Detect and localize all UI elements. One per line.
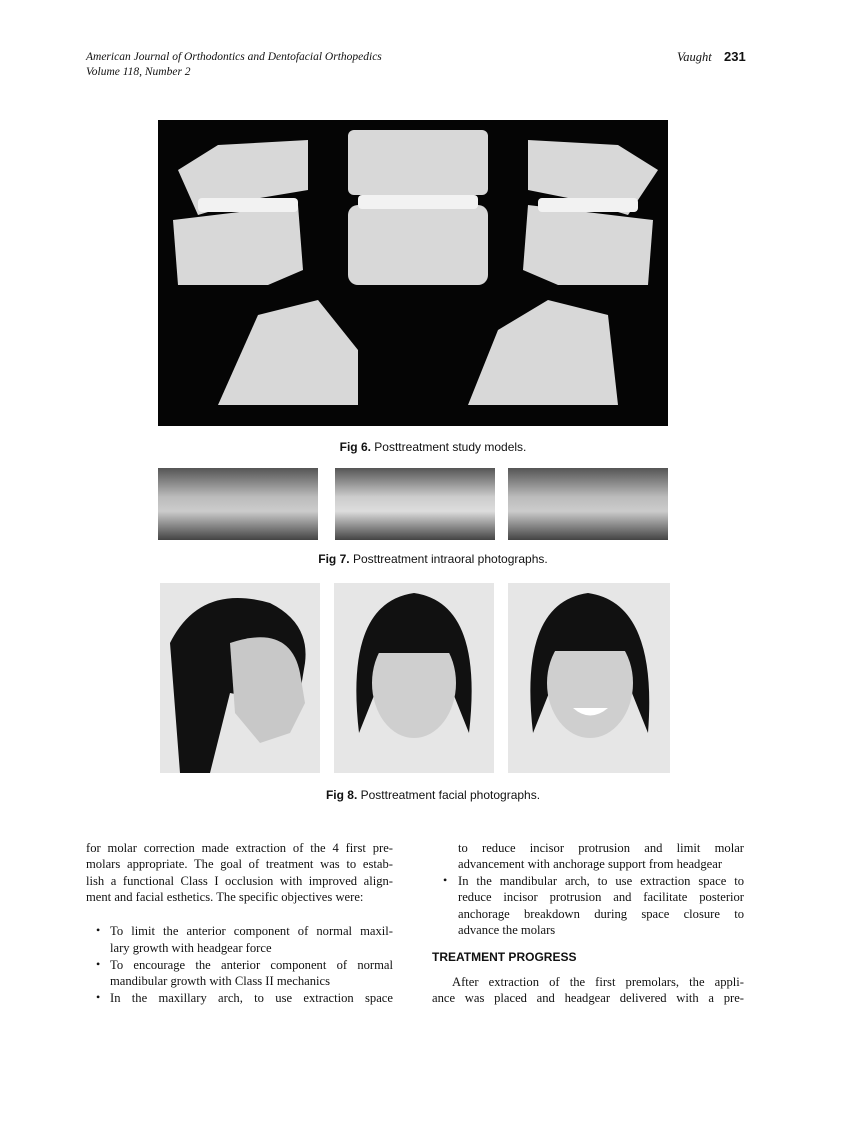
body-line: After extraction of the first premolars, the appli-	[452, 975, 744, 989]
bullet-line: to reduce incisor protrusion and limit molar	[458, 841, 744, 855]
bullet-line: advance the molars	[458, 923, 556, 937]
bullet-line: lary growth with headgear force	[110, 941, 272, 955]
study-models-photo	[158, 120, 668, 426]
bullet-icon: •	[96, 990, 101, 1004]
volume-info: Volume 118, Number 2	[86, 66, 191, 78]
running-author: Vaught	[677, 50, 712, 64]
fig8-label: Fig 8.	[325, 788, 358, 802]
bullet-line: mandibular growth with Class II mechanics	[110, 974, 330, 988]
fig7-label: Fig 7.	[318, 552, 350, 566]
fig8-caption	[0, 788, 866, 802]
bullet-line: To encourage the anterior component of normal	[110, 958, 393, 972]
facial-photo-smile	[508, 583, 670, 773]
bullet-line: In the mandibular arch, to use extraction space to	[458, 874, 744, 888]
body-line: lish a functional Class I occlusion with improved align-	[86, 874, 393, 888]
bullet-line: advancement with anchorage support from headgear	[458, 857, 723, 871]
body-line: molars appropriate. The goal of treatment was to estab-	[86, 857, 393, 871]
fig7-text: Posttreatment intraoral photographs.	[352, 552, 548, 566]
fig6-label: Fig 6.	[339, 440, 371, 454]
bullet-line: In the maxillary arch, to use extraction space	[110, 991, 393, 1005]
intraoral-photo-right	[158, 468, 318, 540]
section-heading: TREATMENT PROGRESS	[432, 950, 577, 964]
bullet-line: reduce incisor protrusion and facilitate posterior	[458, 890, 744, 904]
fig8-text: Posttreatment facial photographs.	[360, 788, 541, 802]
intraoral-photo-front	[335, 468, 495, 540]
bullet-line: To limit the anterior component of normal maxil-	[110, 924, 393, 938]
body-line: ment and facial esthetics. The specific objectives were:	[86, 890, 364, 904]
page-number: 231	[724, 49, 746, 64]
journal-title: American Journal of Orthodontics and Dentofacial Orthopedics	[86, 51, 382, 63]
body-line: for molar correction made extraction of the 4 first pre-	[86, 841, 393, 855]
intraoral-photo-left	[508, 468, 668, 540]
bullet-icon: •	[96, 957, 101, 971]
fig6-caption	[0, 440, 866, 454]
fig7-caption	[0, 552, 866, 566]
fig6-text: Posttreatment study models.	[374, 440, 527, 454]
facial-photo-profile	[160, 583, 320, 773]
bullet-icon: •	[443, 873, 448, 887]
bullet-icon: •	[96, 923, 101, 937]
bullet-line: anchorage breakdown during space closure to	[458, 907, 744, 921]
body-line: ance was placed and headgear delivered with a pre-	[432, 991, 744, 1005]
facial-photo-front	[334, 583, 494, 773]
